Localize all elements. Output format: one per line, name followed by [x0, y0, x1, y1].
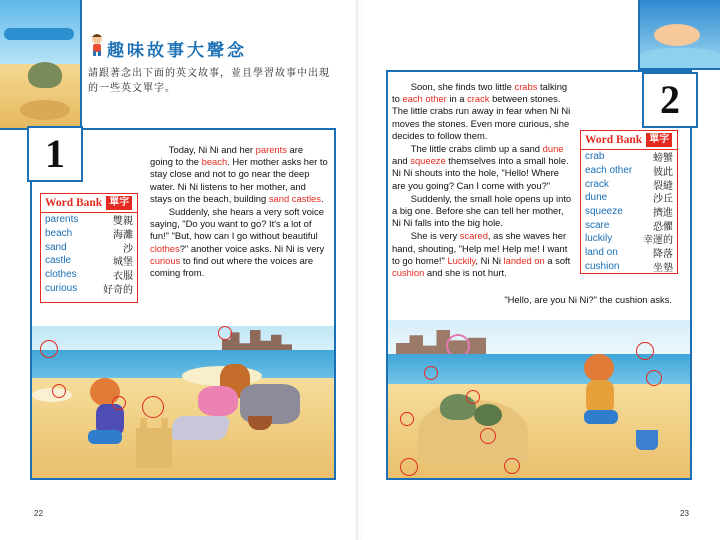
- word-bank: [580, 130, 678, 274]
- word-zh: 螃蟹: [653, 153, 673, 165]
- keyword: clothes: [150, 242, 180, 254]
- word-en: clothes: [45, 269, 77, 281]
- word-en: curious: [45, 282, 78, 294]
- keyword: parents: [255, 144, 287, 155]
- story-run: are going to the: [150, 144, 304, 168]
- story-run: Suddenly, she hears a very soft voice saying, "Do you want to go? It's a lot of fun!" "But, how can I go without beautiful: [150, 206, 324, 242]
- story-paragraph: [392, 230, 572, 279]
- word-zh: 好奇的: [103, 284, 133, 296]
- word-en: crab: [585, 151, 605, 163]
- story-run: , as she waves her hand, shouting, "Help me! Help me! I want to go home!": [392, 230, 568, 266]
- word-en: dune: [585, 192, 608, 204]
- word-bank-title: Word Bank: [45, 197, 103, 209]
- story-paragraph: [392, 193, 572, 230]
- story-run: ?" another voice asks. Ni Ni is very: [179, 242, 325, 254]
- word-bank-row: [41, 213, 137, 227]
- keyword: each other: [402, 93, 447, 105]
- story-number: 1: [27, 126, 83, 182]
- story-run: in a: [446, 93, 468, 105]
- word-bank-row: [41, 227, 137, 241]
- word-en: cushion: [585, 260, 620, 272]
- word-zh: 沙: [123, 243, 133, 255]
- story-paragraph: [150, 144, 328, 205]
- story-run: The little crabs climb up a sand: [410, 143, 543, 155]
- story-run: She is very: [410, 230, 460, 242]
- story-run: . Her mother asks her to stay close and not to go near the deep water. Ni Ni listens to her mother, and stays on the beach, building: [150, 156, 328, 204]
- story-number: 2: [642, 72, 698, 128]
- story-text: [392, 81, 572, 280]
- story-text: [150, 144, 328, 280]
- page-title: 趣味故事大聲念: [107, 41, 247, 60]
- word-en: scare: [585, 219, 610, 231]
- word-zh: 雙親: [113, 216, 133, 228]
- word-en: luckily: [585, 233, 613, 245]
- keyword: cushion: [392, 267, 425, 279]
- instruction-text: 請跟著念出下面的英文故事，並且學習故事中出現的一些英文單字。: [88, 68, 330, 94]
- word-bank-title: Word Bank: [585, 134, 643, 146]
- word-bank-row: [581, 191, 677, 205]
- story-run: Today, Ni Ni and her: [168, 144, 256, 155]
- keyword: Luckily: [447, 254, 476, 266]
- keyword: landed on: [503, 254, 545, 266]
- word-zh: 降落: [653, 249, 673, 261]
- word-en: sand: [45, 241, 67, 253]
- story-run: between stones. The little crabs run away in fear when Ni Ni moves the stones. Even more curious, she decides to follow them.: [392, 93, 571, 141]
- word-bank-row: [581, 205, 677, 219]
- word-bank-row: [581, 150, 677, 164]
- story-paragraph: [392, 81, 572, 142]
- keyword: beach: [201, 156, 228, 168]
- story-run: talking to: [392, 81, 568, 105]
- word-bank-row: [581, 246, 677, 260]
- word-bank-row: [41, 281, 137, 295]
- story-run: .: [320, 192, 324, 204]
- word-zh: 幸運的: [643, 235, 673, 247]
- header-illustration: [0, 0, 82, 130]
- story-run: Soon, she finds two little: [410, 81, 515, 92]
- word-bank-row: [581, 232, 677, 246]
- story-run: and: [392, 155, 411, 167]
- word-zh: 海灘: [113, 230, 133, 242]
- word-en: land on: [585, 247, 618, 259]
- word-bank-row: [581, 260, 677, 274]
- word-bank-row: [581, 164, 677, 178]
- word-zh: 坐墊: [653, 262, 673, 274]
- header-illustration: [638, 0, 720, 70]
- word-zh: 彼此: [653, 167, 673, 179]
- page-number: 23: [680, 509, 689, 518]
- story-run: a soft: [544, 254, 571, 266]
- word-en: parents: [45, 214, 79, 226]
- story-text-tail: [392, 294, 686, 306]
- word-zh: 城堡: [113, 257, 133, 269]
- word-en: squeeze: [585, 206, 623, 218]
- story-run: "Hello, are you Ni Ni?" the cushion asks.: [504, 294, 672, 305]
- left-page: [0, 0, 358, 540]
- word-en: castle: [45, 255, 72, 267]
- word-zh: 沙丘: [653, 194, 673, 206]
- word-bank-title-zh: 單字: [106, 196, 132, 210]
- keyword: crack: [467, 93, 490, 105]
- story-run: Suddenly, the small hole opens up into a big one. Before she can tell her mother, Ni Ni falls into the big hole.: [392, 192, 572, 229]
- keyword: curious: [150, 254, 181, 266]
- keyword: crabs: [514, 81, 538, 92]
- word-zh: 恐懼: [653, 221, 673, 233]
- word-en: each other: [585, 165, 633, 177]
- keyword: scared: [459, 230, 488, 242]
- keyword: squeeze: [410, 155, 446, 167]
- story-paragraph: [150, 206, 328, 279]
- story-run: themselves into a small hole. Ni Ni shouts into the hole, "Hello! Where are you going? Can I come with you?": [392, 155, 569, 191]
- right-page: [362, 0, 720, 540]
- word-zh: 裂縫: [653, 180, 673, 192]
- beach-scene-illustration: [32, 326, 334, 478]
- keyword: sand castles: [268, 192, 321, 204]
- word-en: beach: [45, 228, 73, 240]
- word-en: crack: [585, 178, 609, 190]
- word-zh: 擠進: [653, 208, 673, 220]
- word-zh: 衣服: [113, 271, 133, 283]
- page-number: 22: [34, 509, 43, 518]
- word-bank-row: [41, 240, 137, 254]
- story-run: and she is not hurt.: [424, 267, 507, 279]
- beach-scene-illustration: [388, 320, 690, 478]
- story-run: to find out where the voices are coming from.: [150, 254, 314, 279]
- boy-mascot-icon: [88, 32, 106, 56]
- word-bank-row: [581, 218, 677, 232]
- word-bank: [40, 193, 138, 303]
- word-bank-title-zh: 單字: [646, 133, 672, 147]
- keyword: dune: [542, 143, 564, 155]
- story-run: , Ni Ni: [475, 254, 504, 266]
- story-paragraph: [392, 143, 572, 192]
- word-bank-row: [581, 177, 677, 191]
- word-bank-row: [41, 268, 137, 282]
- word-bank-row: [41, 254, 137, 268]
